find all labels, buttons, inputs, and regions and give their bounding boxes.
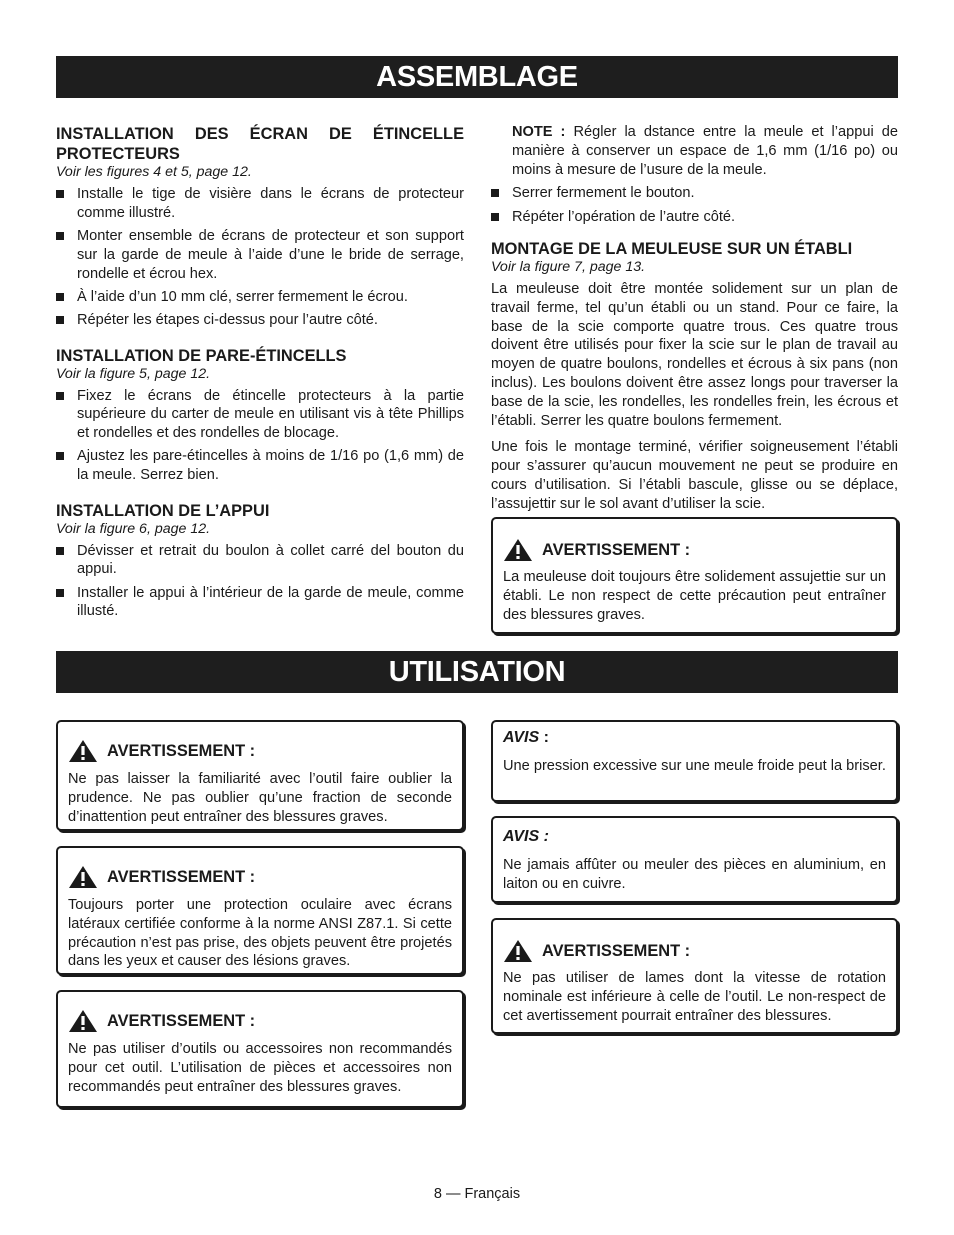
montage-paragraph-2: Une fois le montage terminé, vérifier soigneusement l’établi pour s’assurer qu’aucun mouvement ne peut se produire en cours d’utilisation. Si l’établi bascule, glisse ou se déplace, l’assujettir sur le sol avant d’utiliser la scie. — [491, 439, 898, 512]
warning-header — [503, 939, 886, 963]
bullet-square-icon — [56, 547, 64, 555]
pare-heading: INSTALLATION DE PARE-ÉTINCELLS — [56, 346, 347, 365]
list-item: Installe le tige de visière dans le écrans de protecteur comme illustré. — [56, 185, 464, 223]
utilisation-banner: UTILISATION — [56, 651, 898, 693]
bullet-square-icon — [56, 316, 64, 324]
assemblage-left-column — [56, 124, 464, 626]
utilisation-warning-box-2 — [56, 846, 464, 975]
bullet-square-icon — [56, 589, 64, 597]
warning-label: AVERTISSEMENT : — [107, 1011, 256, 1030]
appui-bullets — [56, 542, 464, 622]
list-item: Installer le appui à l’intérieur de la garde de meule, comme illusté. — [56, 584, 464, 622]
warning-text: Ne pas utiliser de lames dont la vitesse de rotation nominale est inférieure à celle de l’outil. Le non-respect de cet avertissement pourrait entraîner des blessures. — [503, 970, 886, 1024]
warning-triangle-icon — [68, 1009, 98, 1033]
list-item: Serrer fermement le bouton. — [491, 184, 898, 203]
warning-text: Toujours porter une protection oculaire avec écrans latéraux certifiée conforme à la norme ANSI Z87.1. Si cette précaution n’est pas prise, des objets peuvent être projetés dans les yeux et causer des lésions graves. — [68, 897, 452, 970]
ecran-bullets — [56, 185, 464, 330]
assemblage-warning-box — [491, 517, 898, 634]
warning-header — [68, 739, 452, 763]
avis-text: Une pression excessive sur une meule froide peut la briser. — [503, 757, 886, 774]
warning-label: AVERTISSEMENT : — [542, 540, 691, 559]
appui-heading: INSTALLATION DE L’APPUI — [56, 501, 270, 520]
avis-suffix: : — [539, 729, 549, 746]
list-item: Ajustez les pare-étincelles à moins de 1/16 po (1,6 mm) de la meule. Serrez bien. — [56, 447, 464, 485]
appui-ref: Voir la figure 6, page 12. — [56, 520, 211, 537]
warning-label: AVERTISSEMENT : — [107, 867, 256, 886]
utilisation-warning-box-1 — [56, 720, 464, 831]
warning-label: AVERTISSEMENT : — [542, 941, 691, 960]
avis-box-2 — [491, 816, 898, 903]
page-footer: 8 — Français — [433, 1186, 521, 1202]
list-item: Dévisser et retrait du boulon à collet carré del bouton du appui. — [56, 542, 464, 580]
bullet-square-icon — [56, 452, 64, 460]
warning-label: AVERTISSEMENT : — [107, 741, 256, 760]
warning-header — [68, 865, 452, 889]
avis-text: Ne jamais affûter ou meuler des pièces en aluminium, en laiton ou en cuivre. — [503, 856, 886, 892]
warning-text: Ne pas laisser la familiarité avec l’outil faire oublier la prudence. Ne pas oublier qu’une fraction de seconde d’inattention peut entraîner des blessures graves. — [68, 771, 452, 825]
list-item: Répéter les étapes ci-dessus pour l’autre côté. — [56, 311, 464, 330]
montage-paragraph-1: La meuleuse doit être montée solidement sur un plan de travail ferme, tel qu’un établi ou un stand. Pour ce faire, la base de la scie comporte quatre trous. Ces quatre trous doivent être utilisés pour fixer la scie sur le plan de travail au moyen de quatre boulons, rondelles et écrous à six pans (non inclus). Les boulons doivent être assez longs pour traverser la base de la scie, les rondelles, les rondelles frein, les écrous et l’établi. Serrer les quatre boulons fermement. — [491, 280, 898, 429]
montage-heading: MONTAGE DE LA MEULEUSE SUR UN ÉTABLI — [491, 239, 853, 258]
ecran-ref: Voir les figures 4 et 5, page 12. — [56, 164, 252, 180]
warning-triangle-icon — [68, 865, 98, 889]
bullet-square-icon — [56, 190, 64, 198]
avis-header — [503, 828, 886, 847]
warning-triangle-icon — [68, 739, 98, 763]
warning-triangle-icon — [503, 538, 533, 562]
avis-box-1 — [491, 720, 898, 802]
bullet-square-icon — [56, 293, 64, 301]
avis-label: AVIS : — [503, 828, 549, 845]
pare-bullets — [56, 387, 464, 485]
warning-header — [68, 1009, 452, 1033]
list-item: Fixez le écrans de étincelle protecteurs à la partie supérieure du carter de meule en utilisant vis à tête Phillips et rondelles et des rondelles de blocage. — [56, 387, 464, 443]
warning-text: La meuleuse doit toujours être solidement assujettie sur un établi. Le non respect de cette précaution peut entraîner des blessures graves. — [503, 569, 886, 623]
warning-text: Ne pas utiliser d’outils ou accessoires non recommandés pour cet outil. L’utilisation de pièces et accessoires non recommandés peut entraîner des blessures graves. — [68, 1041, 452, 1095]
avis-label: AVIS — [503, 729, 540, 746]
avis-header — [503, 729, 886, 748]
montage-ref: Voir la figure 7, page 13. — [491, 258, 646, 275]
utilisation-warning-box-3 — [56, 990, 464, 1108]
warning-header — [503, 538, 886, 562]
bullet-square-icon — [56, 232, 64, 240]
warning-triangle-icon — [503, 939, 533, 963]
utilisation-right-warning-box — [491, 918, 898, 1034]
ecran-heading: INSTALLATION DES ÉCRAN DE ÉTINCELLE PROTECTEURS — [56, 125, 464, 163]
assemblage-right-column — [491, 123, 898, 514]
note-label: NOTE : — [512, 124, 566, 140]
note — [491, 123, 898, 179]
list-item: Monter ensemble de écrans de protecteur et son support sur la garde de meule à l’aide d’une le bride de serrage, rondelle et écrou hex. — [56, 227, 464, 283]
note-text: Régler la dstance entre la meule et l’appui de manière à conserver un espace de 1,6 mm (1/16 po) ou moins à mesure de l’usure de la meule. — [512, 124, 898, 178]
list-item: Répéter l’opération de l’autre côté. — [491, 208, 898, 227]
assemblage-banner: ASSEMBLAGE — [56, 56, 898, 98]
list-item: À l’aide d’un 10 mm clé, serrer fermement le écrou. — [56, 288, 464, 307]
bullet-square-icon — [56, 392, 64, 400]
right-bullets — [491, 184, 898, 226]
bullet-square-icon — [491, 213, 499, 221]
pare-ref: Voir la figure 5, page 12. — [56, 365, 211, 382]
bullet-square-icon — [491, 189, 499, 197]
